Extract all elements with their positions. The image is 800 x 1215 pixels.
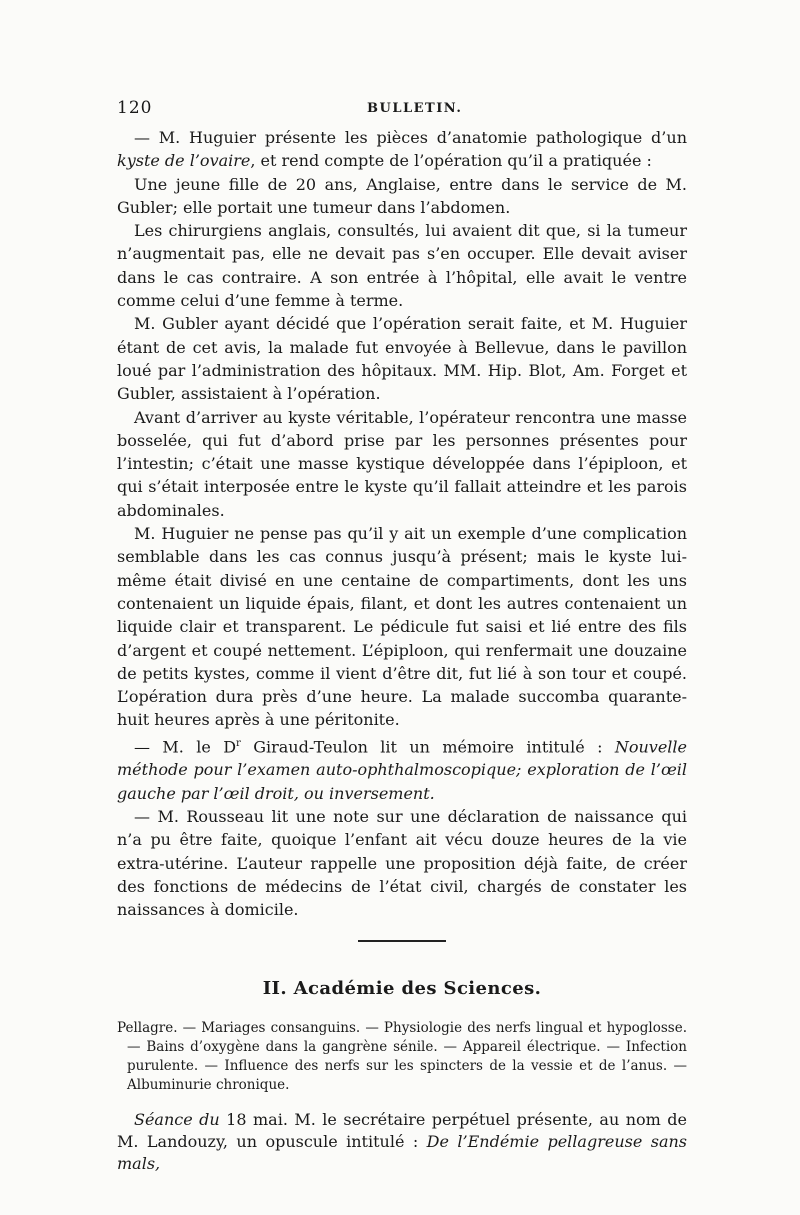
paragraph-p8 [117, 805, 687, 921]
paragraph-list [117, 126, 687, 921]
text-segment: M. Gubler ayant décidé que l’opération serait faite, et M. Huguier étant de cet avis, la malade fut envoyée à Bellevue, dans le pavillon loué par l’administration des hôpitaux. MM. Hip. Blot, Am. Forget et Gubler, assistaient à l’opération. [117, 314, 687, 404]
page-header [117, 98, 687, 120]
page-number: 120 [117, 98, 153, 118]
section-title: II. Académie des Sciences. [262, 978, 542, 1000]
seance-text: 18 mai. M. le secrétaire perpétuel présente, au nom de M. Landouzy, un opuscule intitulé : [117, 1110, 687, 1152]
text-segment: Avant d’arriver au kyste véritable, l’opérateur rencontra une masse bosselée, qui fut d’abord prise par les personnes présentes pour l’intestin; c’était une masse kystique développée dans l’épiploon, et qui s’était interposée entre le kyste qu’il fallait atteindre et les parois abdominales. [117, 407, 687, 520]
paragraph-p4 [117, 312, 687, 405]
text-segment: Une jeune fille de 20 ans, Anglaise, entre dans le service de M. Gubler; elle portait une tumeur dans l’abdomen. [117, 174, 687, 217]
text-segment: — M. le D [134, 737, 237, 757]
text-segment: Les chirurgiens anglais, consultés, lui avaient dit que, si la tumeur n’augmentait pas, elle ne devait pas s’en occuper. Elle devait aviser dans le cas contraire. A son entrée à l’hôpital, elle avait le ventre comme celui d’une femme à terme. [117, 221, 687, 311]
text-segment: M. Huguier ne pense pas qu’il y ait un exemple d’une complication semblable dans les cas connus jusqu’à présent; mais le kyste lui-même était divisé en une centaine de compartiments, dont les uns contenaient un liquide épais, filant, et dont les autres contenaient un liquide clair et transparent. Le pédicule fut saisi et lié entre des fils d’argent et coupé nettement. L’épiploon, qui renfermait une douzaine de petits kystes, comme il vient d’être dit, fut lié à son tour et coupé. L’opération dura près d’une heure. La malade succomba quarante-huit heures après à une péritonite. [117, 524, 687, 730]
seance-label: Séance du [134, 1110, 220, 1130]
page-body [117, 126, 687, 1175]
text-segment: , et rend compte de l’opération qu’il a pratiquée : [250, 151, 652, 171]
paragraph-p2 [117, 173, 687, 220]
superscript-text: r [236, 737, 241, 749]
text-segment: Giraud-Teulon lit un mémoire intitulé : [240, 737, 615, 757]
paragraph-p5 [117, 406, 687, 522]
text-segment: — M. Huguier présente les pièces d’anatomie pathologique d’un [134, 128, 687, 147]
italic-text: Nouvelle méthode pour l’examen auto-ophthalmoscopique; exploration de l’œil gauche par l’œil droit, ou inversement. [117, 737, 687, 803]
paragraph-p1 [117, 126, 687, 173]
seance-paragraph [117, 1109, 687, 1175]
text-segment: — M. Rousseau lit une note sur une déclaration de naissance qui n’a pu être faite, quoique l’enfant ait vécu douze heures de la vie extra-utérine. L’auteur rappelle une proposition déjà faite, de créer des fonctions de médecins de l’état civil, chargés de constater les naissances à domicile. [117, 806, 687, 920]
running-title: BULLETIN. [367, 101, 463, 116]
section-summary: Pellagre. — Mariages consanguins. — Physiologie des nerfs lingual et hypoglosse. — Bains d’oxygène dans la gangrène sénile. — Appareil électrique. — Infection purulente. — Influence des nerfs sur les spincters de la vessie et de l’anus. — Albuminurie chronique. [117, 1020, 687, 1094]
seance-cited-title: De l’Endémie pellagreuse sans mals, [117, 1132, 687, 1174]
section-divider [358, 940, 446, 942]
paragraph-p3 [117, 219, 687, 312]
paragraph-p7 [117, 732, 687, 805]
italic-text: kyste de l’ovaire [117, 151, 251, 171]
paragraph-p6 [117, 522, 687, 732]
